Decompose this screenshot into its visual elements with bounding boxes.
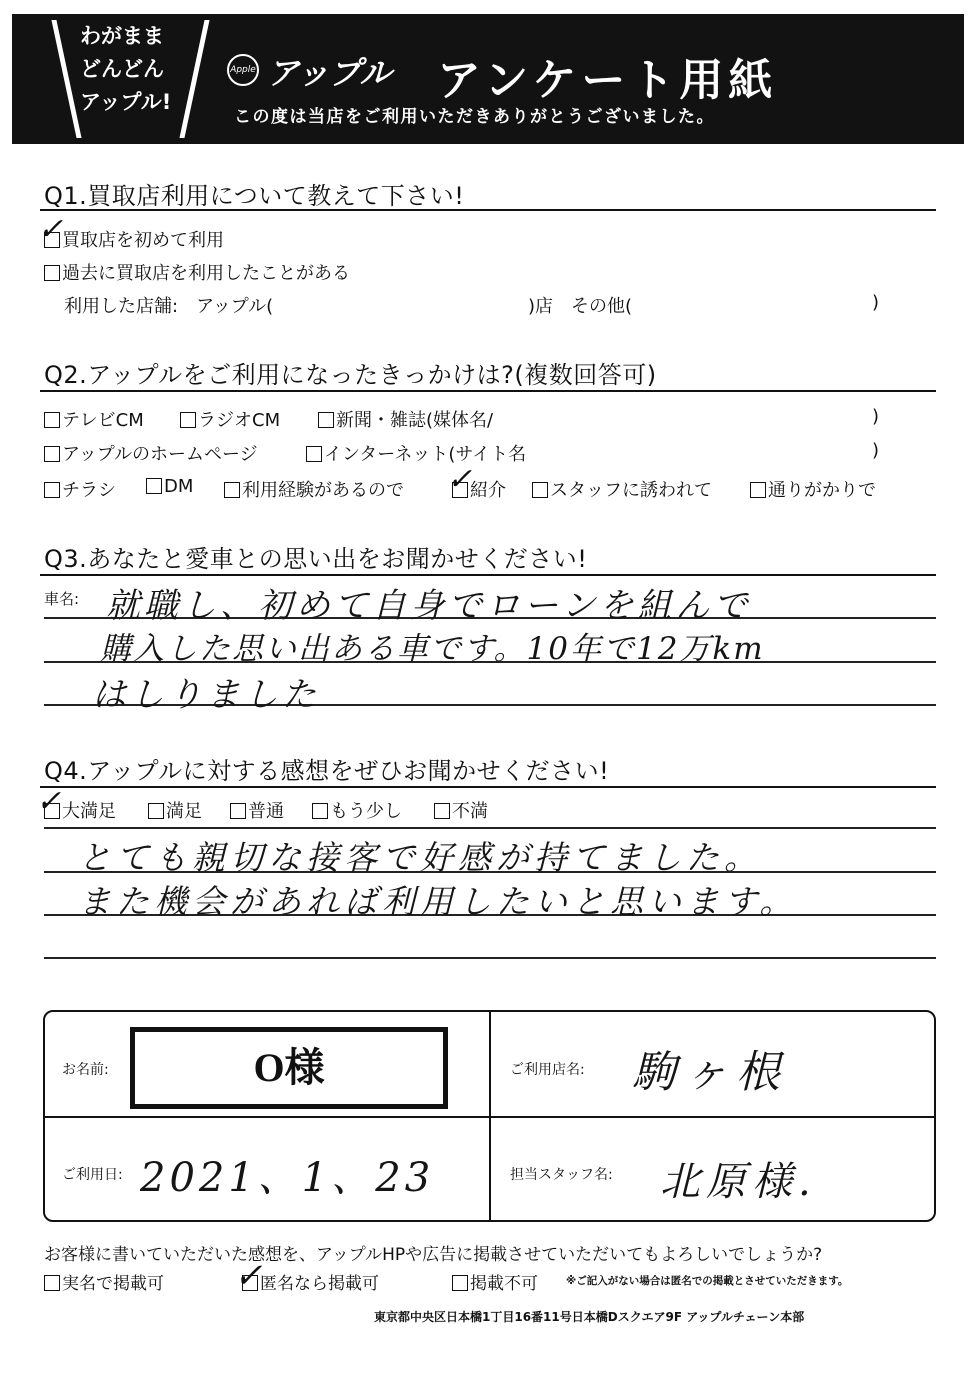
date-label: ご利用日:: [62, 1167, 123, 1183]
option-label: インターネット(サイト名: [324, 444, 527, 465]
consent-note: ※ご記入がない場合は匿名での掲載とさせていただきます。: [566, 1275, 849, 1287]
answer-line: [44, 827, 936, 829]
panel-divider: [43, 1116, 936, 1118]
checkbox[interactable]: [224, 482, 240, 498]
q3-answer-line: はしりました: [92, 675, 320, 715]
check-mark-icon: ✓: [38, 212, 64, 247]
q4-option-dissatisfied[interactable]: [434, 797, 488, 823]
q2-option-flyer[interactable]: [44, 476, 116, 502]
q2-option-radio[interactable]: [180, 406, 280, 432]
q4-option-satisfied[interactable]: [148, 797, 202, 823]
name-label: お名前:: [62, 1062, 109, 1078]
option-label: 匿名なら掲載可: [260, 1274, 379, 1294]
car-name-label: 車名:: [44, 590, 80, 608]
staff-value: 北原様.: [660, 1159, 817, 1205]
checkbox[interactable]: [750, 482, 766, 498]
q2-option-home[interactable]: [44, 440, 258, 466]
divider: [40, 574, 936, 576]
slogan: [80, 20, 195, 119]
checkbox[interactable]: [148, 803, 164, 819]
checkbox[interactable]: [44, 265, 60, 281]
option-label: 大満足: [62, 801, 116, 822]
staff-label: 担当スタッフ名:: [510, 1167, 613, 1183]
check-mark-icon: ✓: [234, 1256, 263, 1296]
checkbox[interactable]: [306, 446, 322, 462]
page-subtitle: この度は当店をご利用いただきありがとうございました。: [234, 107, 715, 127]
option-label: スタッフに誘われて: [550, 480, 712, 501]
checkbox[interactable]: [434, 803, 450, 819]
q4-title: Q4.アップルに対する感想をぜひお聞かせください!: [44, 757, 610, 785]
q3-answer-line: 購入した思い出ある車です。10年で12万km: [100, 631, 765, 667]
q4-option-normal[interactable]: [230, 797, 284, 823]
answer-line: [44, 957, 936, 959]
q2-option-net[interactable]: [306, 440, 526, 466]
consent-option-real[interactable]: [44, 1269, 164, 1294]
store-value: 駒ヶ根: [632, 1047, 788, 1098]
checkbox[interactable]: [318, 412, 334, 428]
q2-option-news[interactable]: [318, 406, 493, 432]
header-banner: [12, 14, 964, 144]
q4-answer-line: また機会があれば利用したいと思います。: [78, 882, 798, 921]
consent-option-anon[interactable]: [242, 1269, 379, 1294]
footer-address: 東京都中央区日本橋1丁目16番11号日本橋Dスクエア9F アップルチェーン本部: [374, 1310, 805, 1324]
slogan-line: アップル!: [80, 90, 172, 114]
q1-store-close: ): [872, 292, 880, 313]
check-mark-icon: ✓: [447, 462, 473, 497]
q4-answer-line: とても親切な接客で好感が持てました。: [78, 838, 762, 877]
q2-title: Q2.アップルをご利用になったきっかけは?(複数回答可): [44, 361, 657, 389]
consent-option-no[interactable]: [452, 1269, 538, 1294]
q1-store-label: 利用した店舗: アップル(: [64, 296, 274, 317]
checkbox[interactable]: [44, 412, 60, 428]
q2-option-dm[interactable]: [146, 476, 193, 497]
option-label: 新聞・雑誌(媒体名/: [336, 410, 494, 431]
store-label: ご利用店名:: [510, 1062, 585, 1078]
option-label: アップルのホームページ: [62, 444, 258, 465]
q1-title: Q1.買取店利用について教えて下さい!: [44, 182, 465, 210]
checkbox[interactable]: [312, 803, 328, 819]
date-value: 2021、1、23: [140, 1155, 435, 1201]
divider: [40, 786, 936, 788]
option-label: DM: [164, 476, 194, 497]
option-label: 掲載不可: [470, 1274, 538, 1294]
checkbox[interactable]: [532, 482, 548, 498]
q3-answer-line: 就職し、初めて自身でローンを組んで: [106, 586, 752, 626]
option-label: チラシ: [62, 480, 116, 501]
q4-option-more[interactable]: [312, 797, 402, 823]
q2-option-pass[interactable]: [750, 476, 876, 502]
option-label: 買取店を初めて利用: [62, 230, 224, 251]
q3-title: Q3.あなたと愛車との思い出をお聞かせください!: [44, 545, 588, 573]
slash-decoration: [51, 20, 81, 138]
option-label: もう少し: [330, 801, 402, 822]
option-label: テレビCM: [62, 410, 144, 431]
slogan-line: わがまま: [80, 24, 164, 48]
option-label: 実名で掲載可: [62, 1274, 164, 1294]
option-label: 不満: [452, 801, 488, 822]
q1-option-past[interactable]: [44, 259, 350, 285]
check-mark-icon: ✓: [36, 784, 62, 819]
divider: [40, 390, 936, 392]
q2-close: ): [872, 406, 880, 427]
brand-logo: アップル: [267, 54, 392, 92]
checkbox[interactable]: [180, 412, 196, 428]
consent-question: お客様に書いていただいた感想を、アップルHPや広告に掲載させていただいてもよろしいでしょうか?: [44, 1245, 823, 1265]
page-title: アンケート用紙: [437, 55, 778, 106]
option-label: 満足: [166, 801, 202, 822]
q1-store-suffix: )店 その他(: [528, 296, 633, 317]
checkbox[interactable]: [230, 803, 246, 819]
name-value: O様: [130, 1027, 448, 1109]
option-label: 通りがかりで: [768, 480, 876, 501]
checkbox[interactable]: [44, 446, 60, 462]
option-label: 利用経験があるので: [242, 480, 404, 501]
checkbox[interactable]: [44, 482, 60, 498]
q2-option-experience[interactable]: [224, 476, 404, 502]
option-label: 普通: [248, 801, 284, 822]
q2-close: ): [872, 440, 880, 461]
q2-option-tv[interactable]: [44, 406, 144, 432]
option-label: 紹介: [470, 480, 506, 501]
option-label: ラジオCM: [198, 410, 281, 431]
checkbox[interactable]: [44, 1275, 60, 1291]
q2-option-staff[interactable]: [532, 476, 712, 502]
slogan-line: どんどん: [80, 57, 164, 81]
q1-option-first[interactable]: [44, 226, 224, 252]
checkbox[interactable]: [146, 478, 162, 494]
checkbox[interactable]: [452, 1275, 468, 1291]
apple-logo-icon: Apple: [227, 54, 259, 86]
divider: [40, 209, 936, 211]
option-label: 過去に買取店を利用したことがある: [62, 263, 350, 284]
